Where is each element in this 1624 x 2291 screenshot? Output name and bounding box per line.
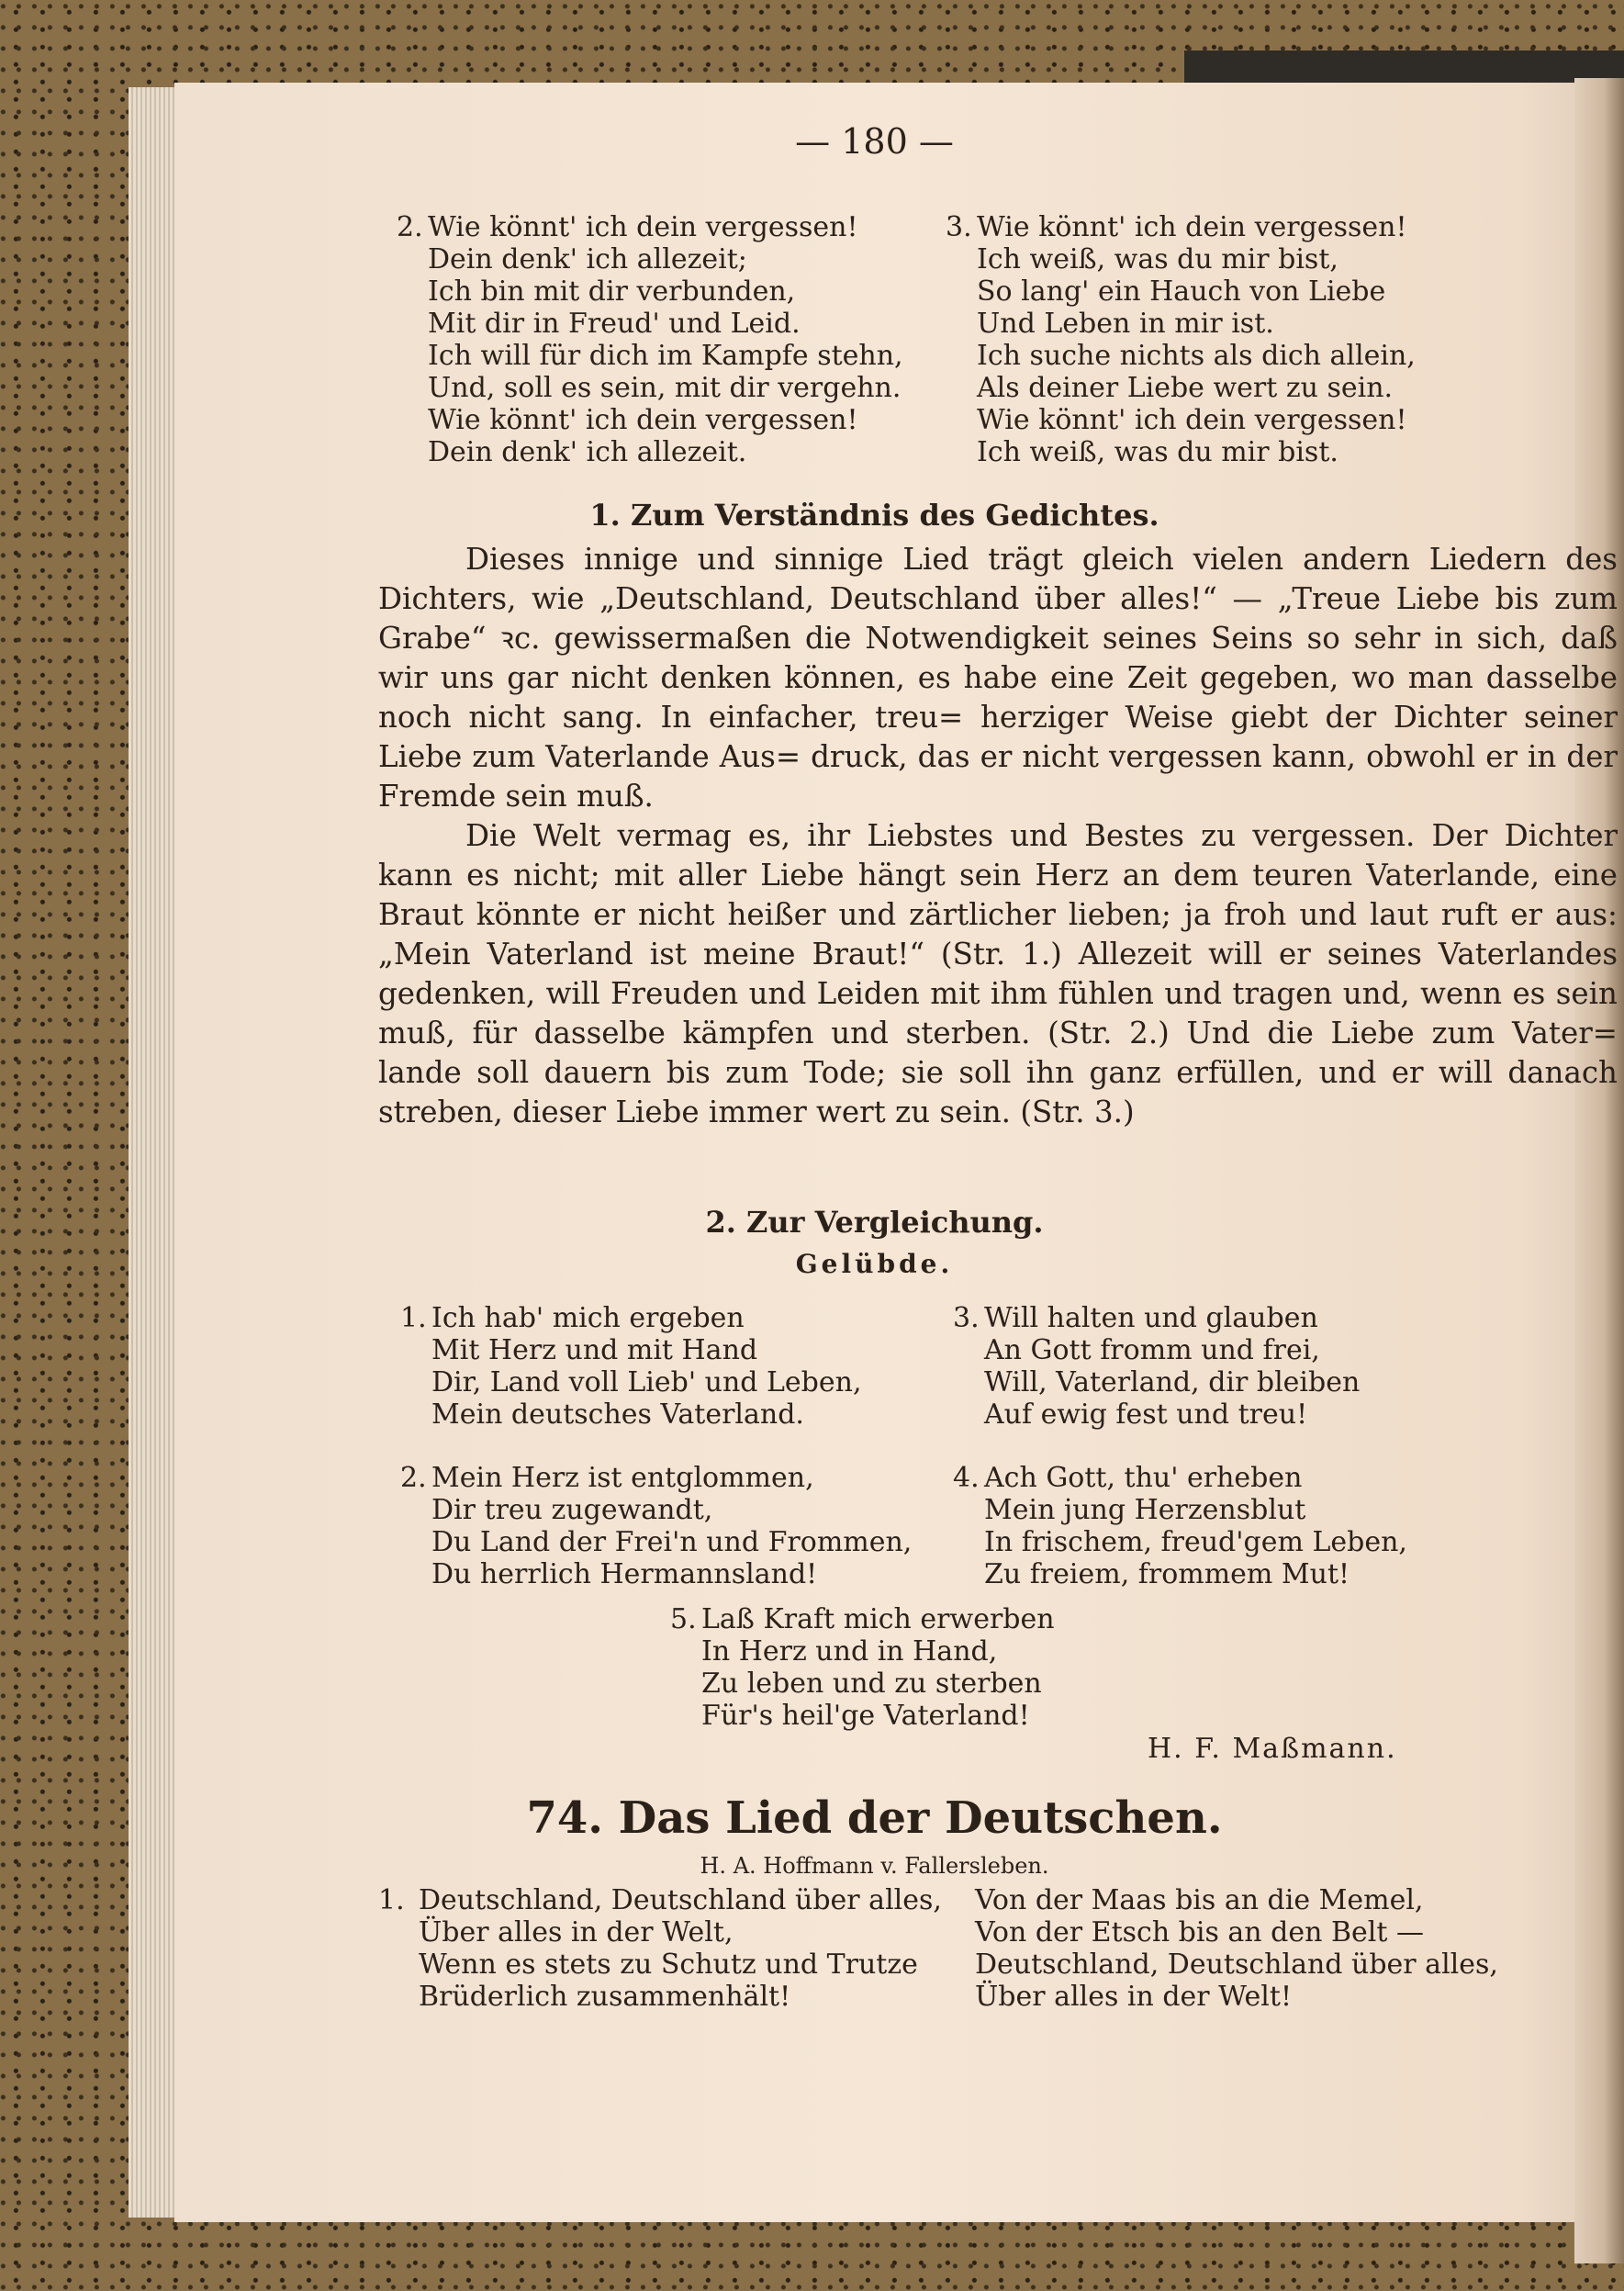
- verse-line: Ich suche nichts als dich allein,: [977, 340, 1416, 372]
- stanza-number: 3.: [946, 211, 972, 243]
- verse-line: Laß Kraft mich erwerben: [701, 1603, 1055, 1635]
- stanza-2: [397, 211, 903, 468]
- poem-74-author: H. A. Hoffmann v. Fallersleben.: [700, 1853, 1049, 1879]
- section-2-heading: 2. Zur Vergleichung.: [705, 1205, 1044, 1240]
- stanza-number: 1.: [400, 1302, 427, 1334]
- book-spine: [1184, 51, 1624, 87]
- verse-line: Dein denk' ich allezeit;: [428, 243, 747, 275]
- stanza-number: 5.: [670, 1603, 697, 1635]
- stanza-number: 3.: [953, 1302, 980, 1334]
- author-massmann: H. F. Maßmann.: [1148, 1733, 1397, 1765]
- verse-line: Auf ewig fest und treu!: [984, 1398, 1308, 1431]
- poem-74-stanza-1-right: [975, 1884, 1498, 2013]
- stanza-number: 4.: [953, 1462, 980, 1494]
- geluebde-stanza-2: [400, 1462, 912, 1590]
- geluebde-stanza-4: [953, 1462, 1407, 1590]
- book-page: [174, 83, 1618, 2222]
- facing-page-edge: [1574, 78, 1624, 2263]
- section-1-body: [378, 540, 1618, 1132]
- verse-line: Von der Etsch bis an den Belt —: [975, 1916, 1424, 1948]
- verse-line: In frischem, freud'gem Leben,: [984, 1526, 1407, 1558]
- verse-line: Ach Gott, thu' erheben: [984, 1462, 1303, 1494]
- verse-line: Wenn es stets zu Schutz und Trutze: [419, 1948, 918, 1981]
- verse-line: Als deiner Liebe wert zu sein.: [977, 372, 1394, 404]
- paragraph: Dieses innige und sinnige Lied trägt gleich vielen andern Liedern des Dichters, wie „Deutschland, Deutschland über alles!“ — „Treue Liebe bis zum Grabe“ ꝛc. gewissermaßen die Notwendigkeit seines Seins so sehr in sich, daß wir uns gar nicht denken können, es habe eine Zeit gegeben, wo man dasselbe noch nicht sang. In einfacher, treu= herziger Weise giebt der Dichter seiner Liebe zum Vaterlande Aus= druck, das er nicht vergessen kann, obwohl er in der Fremde sein muß.: [378, 542, 1618, 814]
- verse-line: Zu freiem, frommem Mut!: [984, 1558, 1350, 1590]
- paragraph: Die Welt vermag es, ihr Liebstes und Bestes zu vergessen. Der Dichter kann es nicht; mit aller Liebe hängt sein Herz an dem teuren Vaterlande, eine Braut könnte er nicht heißer und zärtlicher lieben; ja froh und laut ruft er aus: „Mein Vaterland ist meine Braut!“ (Str. 1.) Allezeit will er seines Vaterlandes gedenken, will Freuden und Leiden mit ihm fühlen und tragen und, wenn es sein muß, für dasselbe kämpfen und sterben. (Str. 2.) Und die Liebe zum Vater= lande soll dauern bis zum Tode; sie soll ihn ganz erfüllen, und er will danach streben, dieser Liebe immer wert zu sein. (Str. 3.): [378, 818, 1618, 1129]
- verse-line: Dir treu zugewandt,: [431, 1494, 713, 1526]
- verse-line: Ich weiß, was du mir bist.: [977, 436, 1338, 468]
- verse-line: Ich bin mit dir verbunden,: [428, 275, 796, 308]
- poem-74-title: 74. Das Lied der Deutschen.: [526, 1792, 1223, 1844]
- verse-line: Brüderlich zusammenhält!: [419, 1981, 791, 2013]
- verse-line: Will halten und glauben: [984, 1302, 1318, 1334]
- verse-line: Wie könnt' ich dein vergessen!: [428, 211, 858, 243]
- verse-line: Deutschland, Deutschland über alles,: [975, 1948, 1498, 1981]
- verse-line: Ich hab' mich ergeben: [431, 1302, 745, 1334]
- verse-line: Wie könnt' ich dein vergessen!: [977, 404, 1407, 436]
- verse-line: Über alles in der Welt,: [419, 1916, 734, 1948]
- verse-line: Wie könnt' ich dein vergessen!: [977, 211, 1407, 243]
- verse-line: Deutschland, Deutschland über alles,: [419, 1884, 942, 1916]
- verse-line: Will, Vaterland, dir bleiben: [984, 1366, 1361, 1398]
- verse-line: Ich weiß, was du mir bist,: [977, 243, 1338, 275]
- verse-line: Dir, Land voll Lieb' und Leben,: [431, 1366, 862, 1398]
- poem-title-geluebde: Gelübde.: [795, 1249, 954, 1279]
- verse-line: Du Land der Frei'n und Frommen,: [431, 1526, 913, 1558]
- verse-line: Mein deutsches Vaterland.: [431, 1398, 804, 1431]
- geluebde-stanza-3: [953, 1302, 1360, 1431]
- verse-line: In Herz und in Hand,: [701, 1635, 998, 1668]
- verse-line: Ich will für dich im Kampfe stehn,: [428, 340, 903, 372]
- verse-line: Für's heil'ge Vaterland!: [701, 1700, 1030, 1732]
- page-number: — 180 —: [795, 121, 954, 162]
- verse-line: Von der Maas bis an die Memel,: [975, 1884, 1424, 1916]
- verse-line: Mit dir in Freud' und Leid.: [428, 308, 801, 340]
- stanza-3: [946, 211, 1416, 468]
- verse-line: Dein denk' ich allezeit.: [428, 436, 747, 468]
- verse-line: Und Leben in mir ist.: [977, 308, 1274, 340]
- geluebde-stanza-5: [670, 1603, 1055, 1732]
- stanza-number: 2.: [397, 211, 423, 243]
- section-1-heading: 1. Zum Verständnis des Gedichtes.: [589, 498, 1159, 533]
- verse-line: Mit Herz und mit Hand: [431, 1334, 758, 1366]
- verse-line: Über alles in der Welt!: [975, 1981, 1293, 2013]
- verse-line: Mein jung Herzensblut: [984, 1494, 1306, 1526]
- stanza-number: 2.: [400, 1462, 427, 1494]
- verse-line: Mein Herz ist entglommen,: [431, 1462, 814, 1494]
- verse-line: An Gott fromm und frei,: [984, 1334, 1320, 1366]
- verse-line: Zu leben und zu sterben: [701, 1668, 1042, 1700]
- poem-74-stanza-1-left: [378, 1884, 942, 2013]
- geluebde-stanza-1: [400, 1302, 862, 1431]
- stanza-number: 1.: [378, 1884, 405, 1916]
- verse-line: So lang' ein Hauch von Liebe: [977, 275, 1386, 308]
- verse-line: Du herrlich Hermannsland!: [431, 1558, 818, 1590]
- verse-line: Und, soll es sein, mit dir vergehn.: [428, 372, 902, 404]
- verse-line: Wie könnt' ich dein vergessen!: [428, 404, 858, 436]
